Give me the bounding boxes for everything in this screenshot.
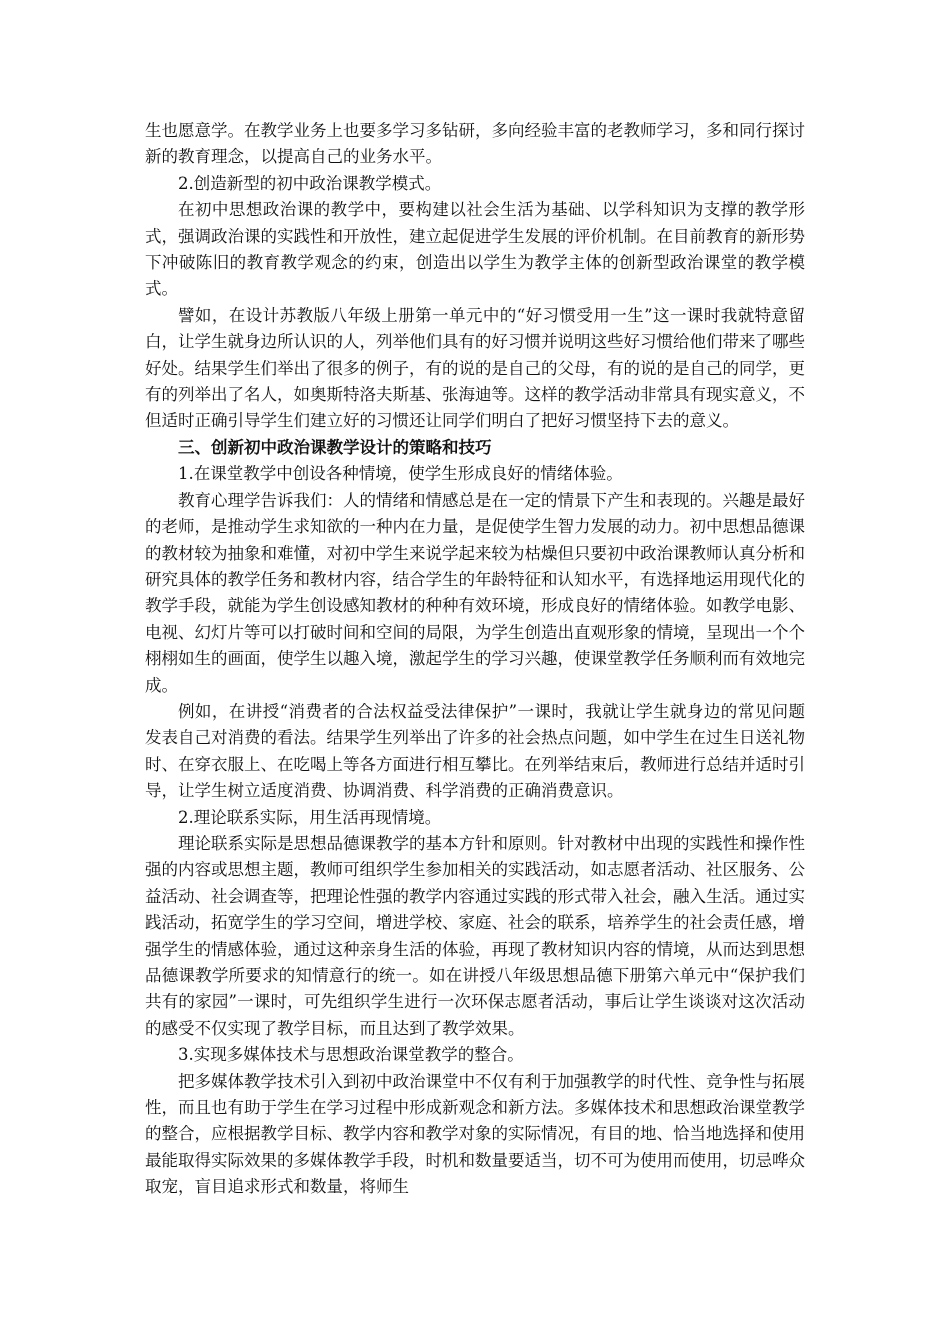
paragraph: 在初中思想政治课的教学中，要构建以社会生活为基础、以学科知识为支撑的教学形式，强调政治课的实践性和开放性，建立起促进学生发展的评价机制。在目前教育的新形势下冲破陈旧的教育教学观念的约束，创造出以学生为教学主体的创新型政治课堂的教学模式。 [145, 200, 805, 299]
subheading-2: 2.理论联系实际，用生活再现情境。 [178, 807, 442, 827]
subheading-2: 2.创造新型的初中政治课教学模式。 [178, 173, 442, 193]
paragraph: 理论联系实际是思想品德课教学的基本方针和原则。针对教材中出现的实践性和操作性强的内容或思想主题，教师可组织学生参加相关的实践活动，如志愿者活动、社区服务、公益活动、社会调查等，把理论性强的教学内容通过实践的形式带入社会，融入生活。通过实践活动，拓宽学生的学习空间，增进学校、家庭、社会的联系，培养学生的社会责任感，增强学生的情感体验，通过这种亲身生活的体验，再现了教材知识内容的情境，从而达到思想品德课教学所要求的知情意行的统一。如在讲授八年级思想品德下册第六单元中“保护我们共有的家园”一课时，可先组织学生进行一次环保志愿者活动，事后让学生谈谈对这次活动的感受不仅实现了教学目标，而且达到了教学效果。 [145, 833, 805, 1038]
subheading-3: 3.实现多媒体技术与思想政治课堂教学的整合。 [178, 1045, 524, 1065]
paragraph: 譬如，在设计苏教版八年级上册第一单元中的“好习惯受用一生”这一课时我就特意留白，让学生就身边所认识的人，列举他们具有的好习惯并说明这些好习惯给他们带来了哪些好处。结果学生们举出了很多的例子，有的说的是自己的父母，有的说的是自己的同学，更有的列举出了名人，如奥斯特洛夫斯基、张海迪等。这样的教学活动非常具有现实意义，不但适时正确引导学生们建立好的习惯还让同学们明白了把好习惯坚持下去的意义。 [145, 305, 805, 431]
subheading-1: 1.在课堂教学中创设各种情境，使学生形成良好的情绪体验。 [178, 464, 623, 484]
paragraph: 例如，在讲授“消费者的合法权益受法律保护”一课时，我就让学生就身边的常见问题发表自己对消费的看法。结果学生列举出了许多的社会热点问题，如中学生在过生日送礼物时、在穿衣服上、在吃喝上等各方面进行相互攀比。在列举结束后，教师进行总结并适时引导，让学生树立适度消费、协调消费、科学消费的正确消费意识。 [145, 701, 805, 801]
section-heading: 三、创新初中政治课教学设计的策略和技巧 [178, 437, 492, 457]
paragraph: 教育心理学告诉我们：人的情绪和情感总是在一定的情景下产生和表现的。兴趣是最好的老师，是推动学生求知欲的一种内在力量，是促使学生智力发展的动力。初中思想品德课的教材较为抽象和难懂，对初中学生来说学起来较为枯燥但只要初中政治课教师认真分析和研究具体的教学任务和教材内容，结合学生的年龄特征和认知水平，有选择地运用现代化的教学手段，就能为学生创设感知教材的种种有效环境，形成良好的情绪体验。如教学电影、电视、幻灯片等可以打破时间和空间的局限，为学生创造出直观形象的情境，呈现出一个个栩栩如生的画面，使学生以趣入境，激起学生的学习兴趣，使课堂教学任务顺利而有效地完成。 [145, 490, 805, 695]
paragraph-continuation: 生也愿意学。在教学业务上也要多学习多钻研，多向经验丰富的老教师学习，多和同行探讨新的教育理念，以提高自己的业务水平。 [145, 121, 805, 167]
paragraph: 把多媒体教学技术引入到初中政治课堂中不仅有利于加强教学的时代性、竞争性与拓展性，而且也有助于学生在学习过程中形成新观念和新方法。多媒体技术和思想政治课堂教学的整合，应根据教学目标、教学内容和教学对象的实际情况，有目的地、恰当地选择和使用最能取得实际效果的多媒体教学手段，时机和数量要适当，切不可为使用而使用，切忌哗众取宠，盲目追求形式和数量，将师生 [145, 1071, 805, 1197]
document-page [145, 118, 805, 1201]
